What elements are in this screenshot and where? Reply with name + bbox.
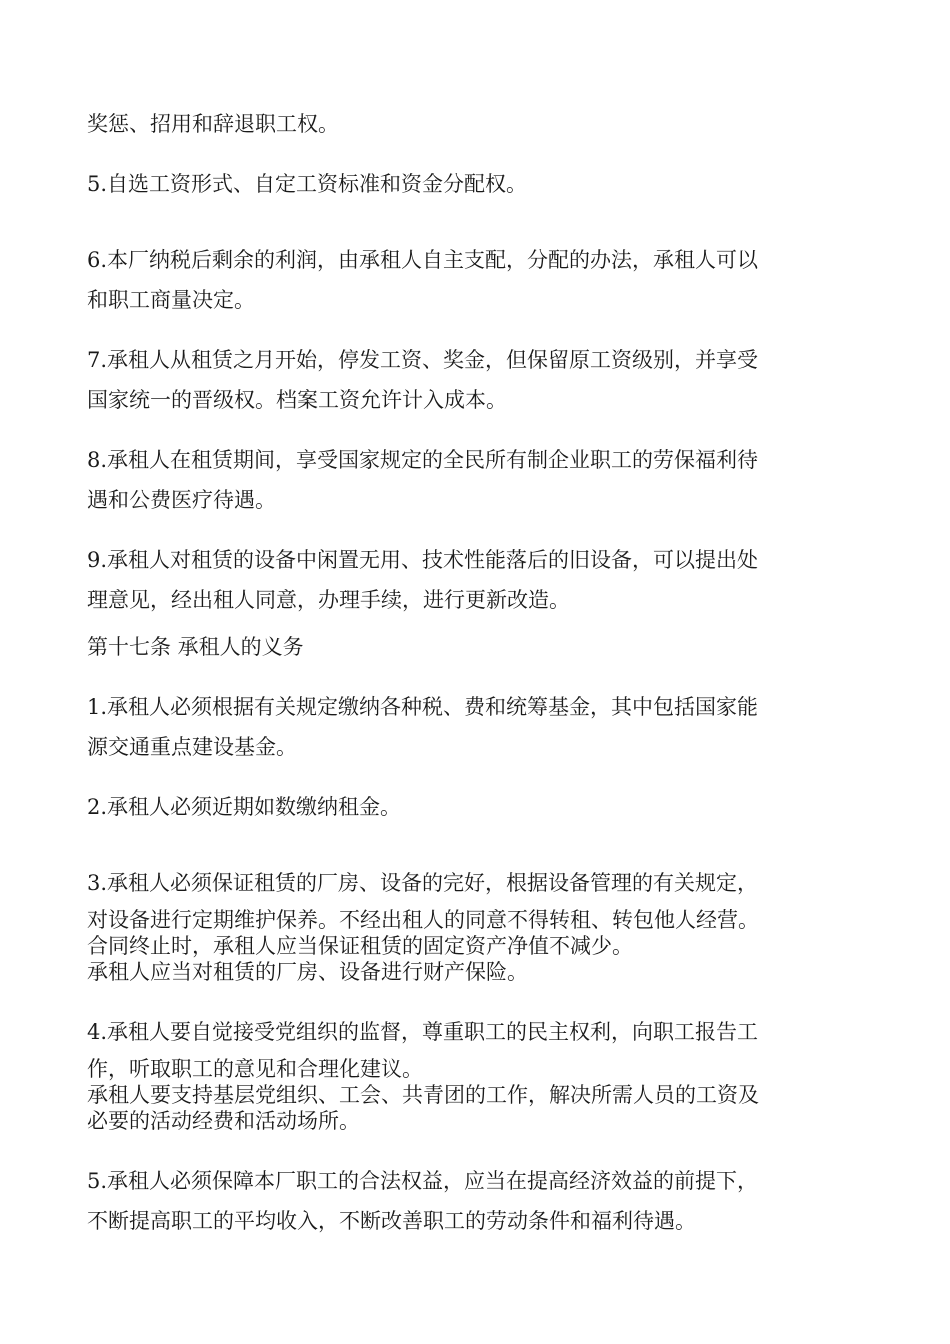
text-line: 必要的活动经费和活动场所。: [87, 1109, 360, 1133]
text-line: 奖惩、招用和辞退职工权。: [87, 112, 339, 136]
text-line: 6.本厂纳税后剩余的利润，由承租人自主支配，分配的办法，承租人可以: [87, 248, 759, 272]
text-line: 2.承租人必须近期如数缴纳租金。: [87, 795, 402, 819]
text-line: 3.承租人必须保证租赁的厂房、设备的完好，根据设备管理的有关规定，: [87, 871, 759, 895]
text-line: 5.自选工资形式、自定工资标准和资金分配权。: [87, 172, 528, 196]
text-line: 作，听取职工的意见和合理化建议。: [87, 1057, 423, 1081]
text-line: 7.承租人从租赁之月开始，停发工资、奖金，但保留原工资级别，并享受: [87, 348, 759, 372]
text-line: 9.承租人对租赁的设备中闲置无用、技术性能落后的旧设备，可以提出处: [87, 548, 759, 572]
text-line: 5.承租人必须保障本厂职工的合法权益，应当在提高经济效益的前提下，: [87, 1169, 759, 1193]
text-line: 不断提高职工的平均收入，不断改善职工的劳动条件和福利待遇。: [87, 1209, 696, 1233]
text-line: 承租人要支持基层党组织、工会、共青团的工作，解决所需人员的工资及: [87, 1083, 759, 1107]
section-heading: 第十七条 承租人的义务: [87, 635, 304, 659]
text-line: 承租人应当对租赁的厂房、设备进行财产保险。: [87, 960, 528, 984]
text-line: 8.承租人在租赁期间，享受国家规定的全民所有制企业职工的劳保福利待: [87, 448, 759, 472]
text-line: 遇和公费医疗待遇。: [87, 488, 276, 512]
text-line: 对设备进行定期维护保养。不经出租人的同意不得转租、转包他人经营。: [87, 908, 759, 932]
text-line: 4.承租人要自觉接受党组织的监督，尊重职工的民主权利，向职工报告工: [87, 1020, 759, 1044]
text-line: 理意见，经出租人同意，办理手续，进行更新改造。: [87, 588, 570, 612]
text-line: 源交通重点建设基金。: [87, 735, 297, 759]
text-line: 国家统一的晋级权。档案工资允许计入成本。: [87, 388, 507, 412]
text-line: 和职工商量决定。: [87, 288, 255, 312]
text-line: 1.承租人必须根据有关规定缴纳各种税、费和统筹基金，其中包括国家能: [87, 695, 759, 719]
text-line: 合同终止时，承租人应当保证租赁的固定资产净值不减少。: [87, 934, 633, 958]
